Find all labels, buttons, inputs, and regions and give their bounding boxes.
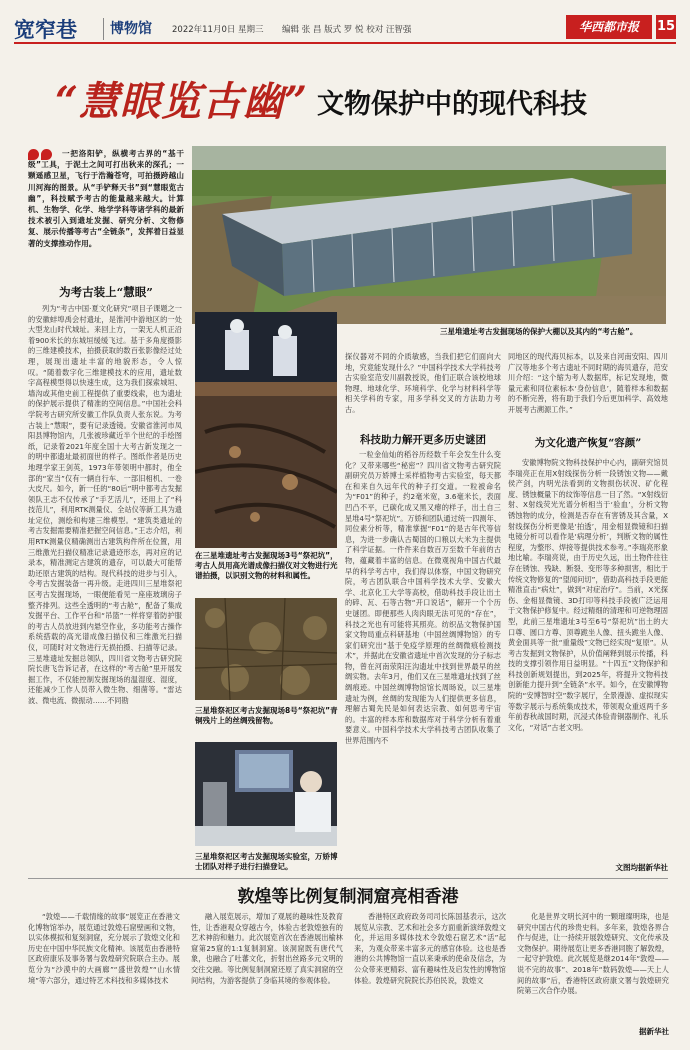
section1-body: 列为“考古中国·夏文化研究”项目子课题之一的安徽蚌埠禹会村遗址，是淮河中游地区的一处大型龙山时代城址。来回上方，一架无人机正沿着900米长的东城垣缓缓飞过。基于多角度摄影的三维建模技术，拍摄获取的数百张影像经过处理，展现出遗址丰富的地貌形态，令人惊叹。“随着数字化三维建模技术的应用，遗址数字高程模型得以快速生成，这为我们探索城垣、墙沟或其他史前工程提供了重要线索，也为遗址的保护展示提供了精准的空间信息。”中国社会科学院考古研究所安徽工作队负责人张东说。为考古装上“慧眼”，要有记录透镜。安徽省淮河市凤阳县博物馆内，几张被珍藏近半个世纪的手绘图纸，记录着2021年度全国十大考古新发现之一的明中都遗址最初面世的样子。图纸作者是历史地理学家王剑英，1973年带领明中都时，他全部的“家当”仅有一辆自行车、一部旧相机、一卷大皮尺。如今，新一任的“80后”明中都考古发掘领队王志不仅传承了“手艺活儿”，还用上了“科技范儿”，利用RTK测量仪、全站仪等新工具为遗址定位，测绘和构建三维模型。“建筑类遗址的考古发掘需要精准把握空间信息。”王志介绍，利用RTK测量仪精确测出古建筑构件所在位置，用三维激光扫描仪精准记录遗迹形态，再对应的记录本，精准测定古建筑的遗存，可以最大可能帮助还原古建筑的结构。现代科技的进步与引入，令考古发掘装备一再升级。走进四川三星堆祭祀区考古发掘现场，一眼便能看见一座座玻璃房子整齐排列。这些全透明的“考古舱”，配备了集成发掘平台、工作平台和“吊篮”一样将穿着防护服的考古人员放进到内悬空作业，多功能考古操作系统搭载的高光谱成像扫描仪和三维激光扫描仪，可随时对文物进行无损拍摄、扫描等记录。三星堆遗址发掘总领队，四川省文物考古研究院院长唐飞告诉记者，在这样的“考古舱”里开展发掘工作，不仅能控制发掘现场的温湿度、湿度，还能减少工作人员带入微生物、细菌等。“雷达波、微电流、微振动……不同勘	[28, 304, 182, 705]
header-rule	[14, 42, 676, 44]
paper-logo	[566, 15, 652, 39]
page-number: 15	[656, 15, 676, 39]
middle-intro: 探仪器对不同的介质敏感，当我们把它们面向大地，究竟能发现什么？”中国科学技术大学科技考古实验室范安川副教授说，他们正联合该校地球物理、地球化学、环境科学、化学与材料科学等相关学科的专家，用多学科交叉的方法助力考古。	[345, 352, 501, 414]
caption-hyperspectral: 在三星堆遗址考古发掘现场3号“祭祀坑”，考古人员用高光谱成像扫描仪对文物进行光谱拍摄，以识别文物的材料和属性。	[195, 551, 338, 580]
dateline: 2022年11月0日 星期三	[172, 25, 264, 35]
bottom-credit: 据新华社	[639, 1027, 669, 1036]
caption-lab-scan: 三星堆祭祀区考古发掘现场实验室，万娇博士团队对样子进行扫描登记。	[195, 852, 338, 871]
bottom-heading: 敦煌等比例复制洞窟亮相香港	[237, 887, 459, 907]
photo-hyperspectral-scan	[195, 312, 337, 548]
right-intro: 同地区的现代海贝标本，以及来自河南安阳、四川广汉等地多个考古遗址不同时期的海贝遗存，范安川介绍：“这个缩为考人数据库，标记发现地，微量元素和同位素标本‘身份信息’，随着样本和数据的不断完善，将有助于我们今后更加科学、高效地开展考古溯源工作。”	[508, 352, 668, 414]
section1-heading: 为考古装上“慧眼”	[59, 285, 153, 299]
main-photo-caption: 三星堆遗址考古发掘现场的保护大棚以及其内的“考古舱”。	[440, 327, 638, 336]
section-name: 博物馆	[110, 21, 152, 37]
title-quoted: “慧眼览古幽”	[55, 78, 309, 125]
bottom-col-2: 融入展览展示，增加了观展的趣味性及教育性，让香港观众穿越古今，体验古老敦煌独有的艺术神韵和魅力。此次展览首次在香港展出榆林窟第25窟的1:1复制洞窟。该洞窟既有唐代气象，也融合了吐蕃文化，折射出丝路多元文明的交往交融。等比例复制洞窟还原了真实洞窟的空间结构，为游客提供了身临其境的参观体验。	[191, 912, 343, 985]
paper-logo-text: 华西都市报	[578, 20, 639, 34]
staff-credits: 编辑 张 昌 版式 罗 悦 校对 汪智强	[282, 25, 412, 35]
main-title	[55, 68, 655, 134]
main-photo	[192, 146, 666, 324]
middle-heading: 科技助力解开更多历史谜团	[360, 434, 486, 446]
middle-body: 一粒金仙灿的稻谷历经数千年会发生什么变化？又带来哪些“秘密”？四川省文物考古研究院副研究员万娇博士采样植物考古实验室，每天都在和来自久远年代的种子打交道。一粒被命名为“F01”的种子，约2毫米宽，3.6毫米长，表面凹凸不平，已碳化成又黑又瘪的样子，出土自三星堆4号“祭祀坑”。万娇和团队通过统一四测年、同位素分析等，精准掌握“F01”的是古年代等信息，为进一步确认古蜀国的口粮以大米为主提供了科学证据。一件件来自数百万至数千年前的古物，蕴藏着丰富的信息。在微观视角中国古代最早的科学考古中，我们得以体察，中国文物研究院，考古团队联合中国科学技术大学、安徽大学、北京化工大学等高校，借助科技手段让出土的碎、瓦、石等古物“开口说话”，解开一个个历史谜团。即便那些人肉肉眼无法可见的“存在”，科技之光也有可能将其照亮。纺织品文物保护国家文物局重点科研基地（中国丝绸博物馆）的专家们研究出“基于免疫学原理的丝绸微痕检测技术”，并据此在安徽省遗址中首次发现的分子标志物，曾在河南荥阳汪沟遗址中找到世界最早的丝绸实物。去年3月，他们又在三星堆遗址找到了丝绸痕迹。中国丝绸博物馆馆长周旸说，以三星堆遗址为例，丝绸的发现能为人们提供更多信息，理解古蜀先民是如何表达宗教、如何思考宇宙的。丰富的样本库和数据库对于科学分析有着重要意义。中国科学技术大学科技考古团队收集了世界范围内不	[345, 450, 501, 746]
column-name: 宽窄巷	[14, 17, 77, 42]
lead-paragraph: 一把洛阳铲，纵横考古界的“基干级”工具，于泥土之间可打出秋来的深孔；一颗遥感卫星，飞行于浩瀚苍穹，可拍摄跨越山川河海的图景。从“手铲释天书”到“慧眼览古幽”，科技赋予考古的能量越来越大。计算机、生物学、化学、地学学科等诸学科的最新技术被引入到遗址发掘、研究分析、文物修复、展示传播等考古“全链条”，发挥着日益显著的支撑推动作用。	[28, 149, 184, 248]
header-divider	[103, 18, 104, 40]
right-heading: 为文化遗产恢复“容颜”	[534, 437, 642, 449]
bottom-rule	[28, 878, 668, 879]
right-body: 安徽博物院文物科技保护中心内，副研究馆员李瑞亮正在用X射线探伤分析一段锈蚀文物——戴侯产剑，内明光法看到的文物损伤状况、矿化程度、锈蚀概量下的纹饰等信息一目了然。“X射线衍射、X射线荧光光谱分析相当于‘验血’，分析文物锈蚀物的成分，检测是否存在有害锈及其含量，X射线探伤分析更像是‘拍透’，用金相显微镜和扫描电镜分析可以看作是‘病理分析’，判断文物的属性程度，为整形、焊接等提供技术参考。”李瑞亮形象地比喻。李瑞亮说，由于历史久远，出土物件往往存在锈蚀、残缺、断裂、变形等多种损害，相比于传统文物修复的“望闻问切”，借助高科技手段更能精准直击“病灶”，做到“对症治疗”。当前，X光探伤、金相显微镜、3D打印等科技手段被广泛运用于文物保护修复中。经过精细的清理和可逆物理固型，此前三星堆遗址3号至6号“祭祀坑”出土的大口尊、圆口方尊、顶尊跪坐人像、扭头跪坐人像、黄金面具等一批“重量级”文物已经实现“复原”。从考古发掘到文物保护，从价值阐释到展示传播，科技的支撑引领作用日益明显。“十四五”文物保护和科技创新规划提出，到2025年，将提升文物科技创新能力提升到“全链条”水平。如今，在安徽博物院的“安博智时空”数字展厅，全景漫游、虚拟现实等数字展示与系统集成技术，带领观众重返两千多年前春秋战国时期，沉浸式体验青铜器制作、礼乐文化，“对话”古老文明。	[508, 458, 668, 732]
photo-lab-scan	[195, 742, 337, 846]
caption-silk-residue: 三星堆祭祀区考古发掘现场8号“祭祀坑”青铜残片上的丝绸残留物。	[195, 706, 338, 725]
right-credit: 文图均据新华社	[615, 863, 668, 872]
bottom-col-1: “敦煌——千载情缘的故事”展览正在香港文化博物馆举办，展览通过敦煌石窟壁画和文物，以实体模拟和复刻洞窟，充分展示了敦煌文化和历史在中国中华民族文化精神。该展览由香港特区政府康乐及事务署与敦煌研究院联合主办。展览分为“沙漠中的大画廊”“盛世敦煌”“山水情境”等六部分，通过特艺术科技和多媒体技术	[28, 912, 180, 985]
title-rest: 文物保护中的现代科技	[317, 89, 587, 120]
photo-silk-residue	[195, 598, 337, 700]
bottom-col-4: 化是世界文明长河中的一颗璀璨明珠，也是研究中国古代的珍贵史料。多年来，敦煌各界合作与促进，让一持续开展敦煌研究、文化传承及文物保护。期待展览让更多香港同胞了解敦煌，一起守护敦煌。此次展览是继2014年“敦煌——说不完的故事”、2018年“数码敦煌——天上人间的故事”后，香港特区政府康文署与敦煌研究院第三次合作办展。	[517, 912, 669, 996]
bottom-col-3: 香港特区政府政务司司长陈国基表示，这次展览从宗教、艺术和社会多方面重新演绎敦煌文化，并运用多媒体技术令敦煌石窟艺术“活”起来，为观众带来丰富多元的感官体验。这也是香港的公共博物馆一直以来秉承的使命及信念，为公众带来更精彩、富有趣味性及启发性的博物馆体验。敦煌研究院院长苏伯民说，敦煌文	[354, 912, 506, 985]
